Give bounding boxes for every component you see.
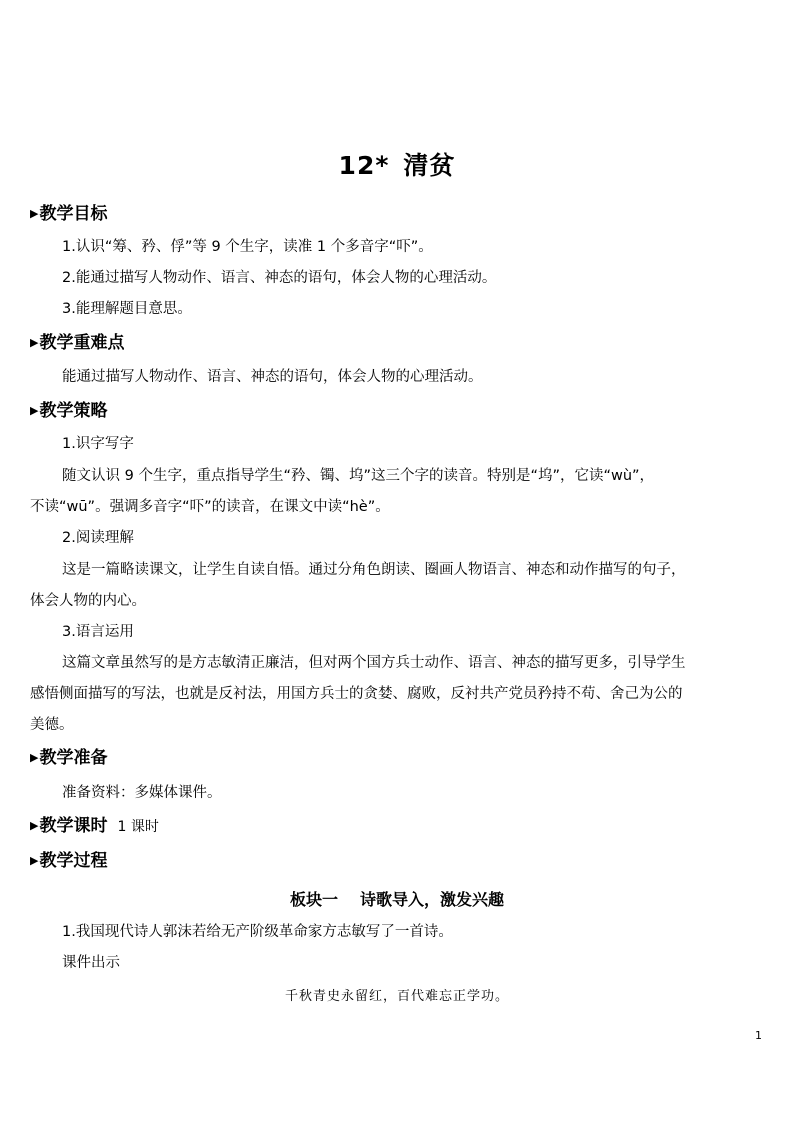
section-hours-heading: ▶教学课时 1 课时 — [30, 816, 159, 836]
strategy-paragraph-3-line-3: 美德。 — [30, 717, 74, 733]
prep-text: 准备资料：多媒体课件。 — [62, 785, 222, 801]
strategy-paragraph-1-line-2: 不读“wū”。强调多音字“吓”的读音，在课文中读“hè”。 — [30, 499, 390, 515]
strategy-subtitle-2: 2.阅读理解 — [62, 530, 134, 546]
section-keypoints-heading: ▶教学重难点 — [30, 333, 125, 353]
process-line-1: 1.我国现代诗人郭沫若给无产阶级革命家方志敏写了一首诗。 — [62, 924, 453, 940]
process-line-2: 课件出示 — [62, 955, 120, 971]
triangle-marker-icon: ▶ — [30, 751, 39, 764]
triangle-marker-icon: ▶ — [30, 336, 39, 349]
triangle-marker-icon: ▶ — [30, 854, 39, 867]
page-number: 1 — [755, 1029, 762, 1042]
section-goals-heading: ▶教学目标 — [30, 204, 108, 224]
keypoints-text: 能通过描写人物动作、语言、神态的语句，体会人物的心理活动。 — [62, 369, 483, 385]
goal-item-3: 3.能理解题目意思。 — [62, 301, 192, 317]
triangle-marker-icon: ▶ — [30, 404, 39, 417]
block-title-text: 诗歌导入，激发兴趣 — [360, 890, 505, 909]
strategy-paragraph-2-line-1: 这是一篇略读课文，让学生自读自悟。通过分角色朗读、圈画人物语言、神态和动作描写的句子， — [62, 562, 686, 578]
section-strategy-heading: ▶教学策略 — [30, 401, 108, 421]
goal-item-1: 1.认识“筹、矜、俘”等 9 个生字，读准 1 个多音字“吓”。 — [62, 239, 433, 255]
strategy-subtitle-3: 3.语言运用 — [62, 624, 134, 640]
section-process-heading: ▶教学过程 — [30, 851, 108, 871]
lesson-title: 清贫 — [403, 151, 456, 180]
block-heading — [0, 887, 794, 910]
strategy-paragraph-3-line-1: 这篇文章虽然写的是方志敏清正廉洁，但对两个国方兵士动作、语言、神态的描写更多，引导学生 — [62, 655, 686, 671]
block-label: 板块一 — [289, 890, 338, 909]
triangle-marker-icon: ▶ — [30, 819, 39, 832]
lesson-number: 12* — [338, 151, 390, 180]
strategy-paragraph-1-line-1: 随文认识 9 个生字，重点指导学生“矜、镯、坞”这三个字的读音。特别是“坞”，它读“wù”， — [62, 468, 655, 484]
goal-item-2: 2.能通过描写人物动作、语言、神态的语句，体会人物的心理活动。 — [62, 270, 497, 286]
strategy-paragraph-2-line-2: 体会人物的内心。 — [30, 593, 146, 609]
poem-line: 千秋青史永留红，百代难忘正学功。 — [284, 989, 509, 1004]
strategy-subtitle-1: 1.识字写字 — [62, 436, 134, 452]
triangle-marker-icon: ▶ — [30, 207, 39, 220]
strategy-paragraph-3-line-2: 感悟侧面描写的写法，也就是反衬法，用国方兵士的贪婪、腐败，反衬共产党员矜持不苟、舍己为公的 — [30, 686, 683, 702]
section-prep-heading: ▶教学准备 — [30, 748, 108, 768]
page-title — [0, 146, 794, 182]
hours-value: 1 课时 — [117, 819, 159, 835]
